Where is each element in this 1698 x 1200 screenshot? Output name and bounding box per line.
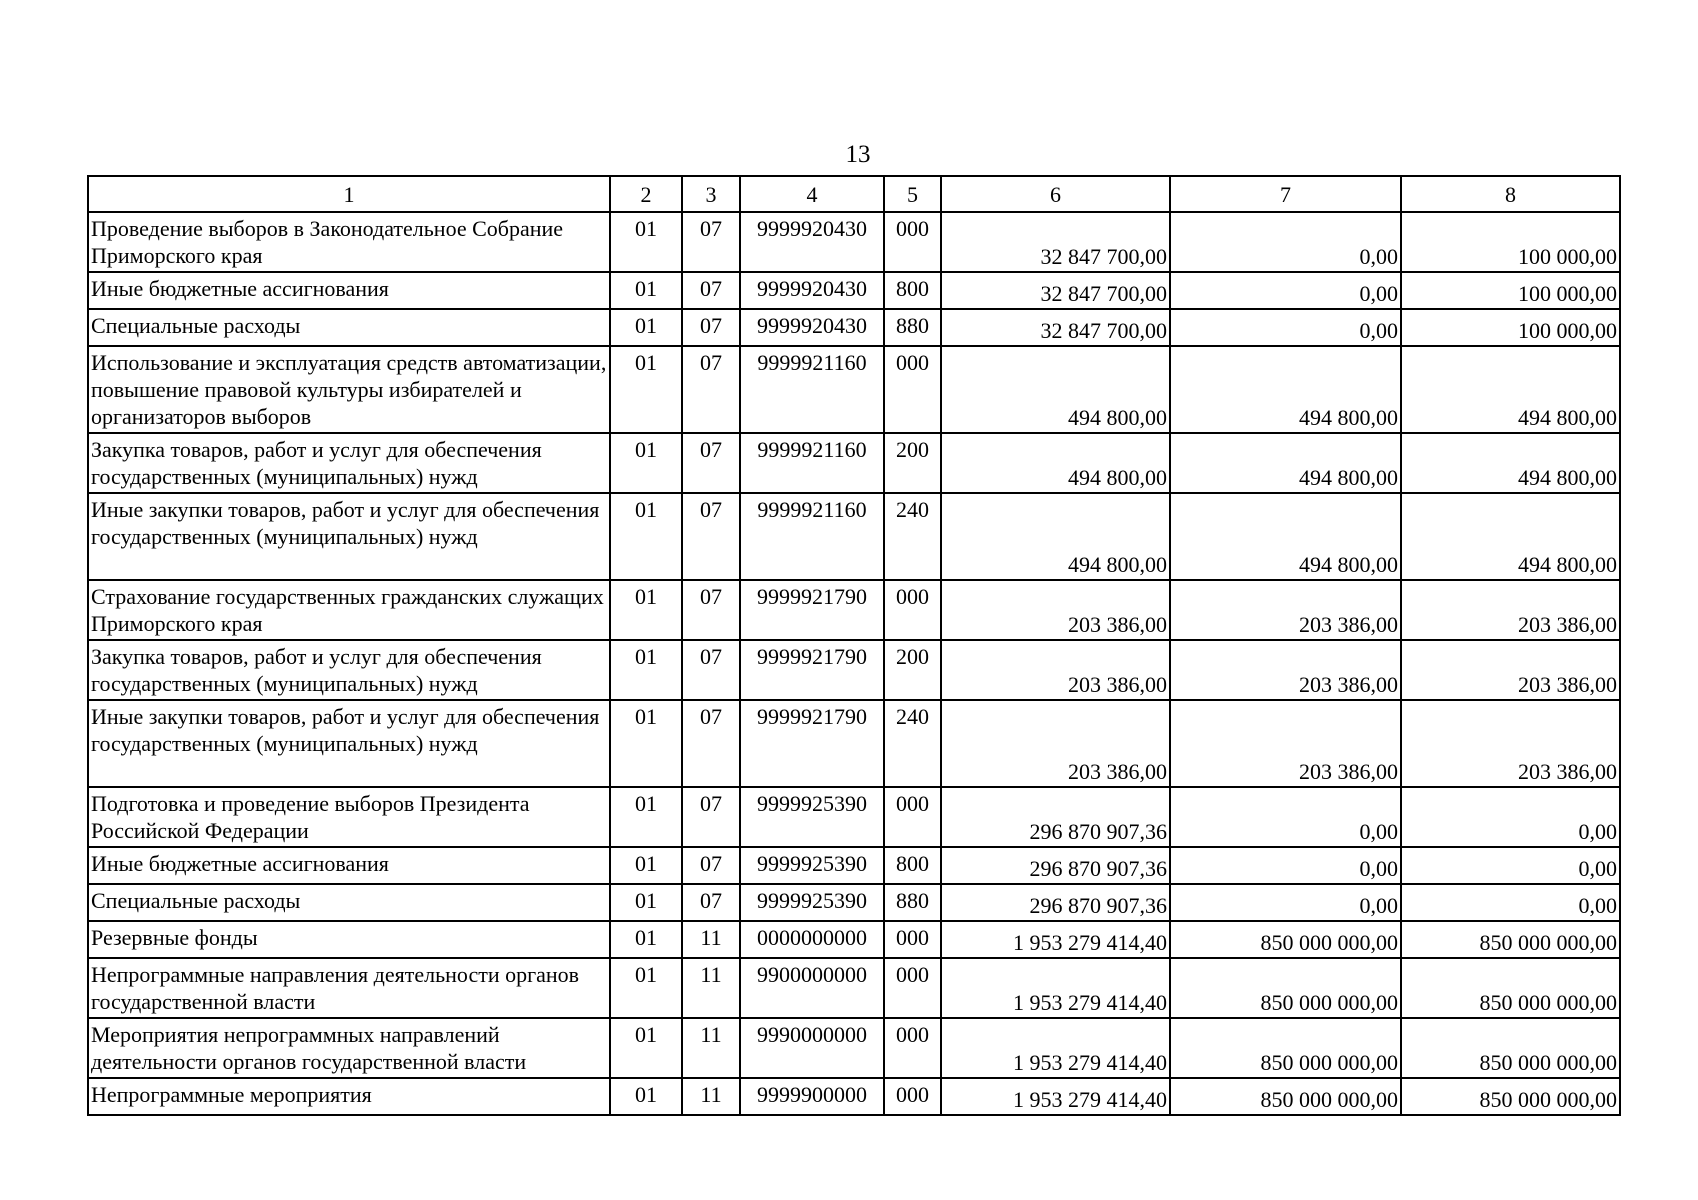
subsection-code: 07 xyxy=(682,640,740,700)
table-row xyxy=(88,433,1620,493)
row-name: Непрограммные мероприятия xyxy=(88,1078,610,1115)
amount-col-7: 0,00 xyxy=(1170,212,1401,272)
expense-type-code: 800 xyxy=(884,272,941,309)
section-code: 01 xyxy=(610,921,682,958)
table-row xyxy=(88,700,1620,787)
subsection-code: 07 xyxy=(682,700,740,787)
amount-col-6: 1 953 279 414,40 xyxy=(941,1078,1170,1115)
amount-col-6: 203 386,00 xyxy=(941,700,1170,787)
amount-col-8: 203 386,00 xyxy=(1401,700,1620,787)
target-article-code: 9999920430 xyxy=(740,272,884,309)
target-article-code: 9999900000 xyxy=(740,1078,884,1115)
section-code: 01 xyxy=(610,700,682,787)
expense-type-code: 200 xyxy=(884,433,941,493)
amount-col-7: 850 000 000,00 xyxy=(1170,1018,1401,1078)
section-code: 01 xyxy=(610,958,682,1018)
amount-col-7: 203 386,00 xyxy=(1170,640,1401,700)
row-name: Иные бюджетные ассигнования xyxy=(88,847,610,884)
section-code: 01 xyxy=(610,640,682,700)
subsection-code: 07 xyxy=(682,787,740,847)
subsection-code: 07 xyxy=(682,272,740,309)
column-header: 6 xyxy=(941,176,1170,212)
target-article-code: 0000000000 xyxy=(740,921,884,958)
row-name: Иные закупки товаров, работ и услуг для обеспечения государственных (муниципальных) нужд xyxy=(88,700,610,787)
row-name: Мероприятия непрограммных направлений деятельности органов государственной власти xyxy=(88,1018,610,1078)
subsection-code: 07 xyxy=(682,493,740,580)
budget-table xyxy=(87,175,1621,1116)
table-row xyxy=(88,346,1620,433)
expense-type-code: 880 xyxy=(884,309,941,346)
row-name: Иные закупки товаров, работ и услуг для обеспечения государственных (муниципальных) нужд xyxy=(88,493,610,580)
table-row xyxy=(88,640,1620,700)
section-code: 01 xyxy=(610,346,682,433)
section-code: 01 xyxy=(610,1078,682,1115)
expense-type-code: 880 xyxy=(884,884,941,921)
amount-col-7: 850 000 000,00 xyxy=(1170,958,1401,1018)
amount-col-8: 100 000,00 xyxy=(1401,212,1620,272)
table-row xyxy=(88,921,1620,958)
subsection-code: 07 xyxy=(682,847,740,884)
table-row xyxy=(88,787,1620,847)
target-article-code: 9999920430 xyxy=(740,309,884,346)
column-header: 5 xyxy=(884,176,941,212)
expense-type-code: 800 xyxy=(884,847,941,884)
amount-col-8: 494 800,00 xyxy=(1401,493,1620,580)
section-code: 01 xyxy=(610,580,682,640)
expense-type-code: 240 xyxy=(884,700,941,787)
section-code: 01 xyxy=(610,1018,682,1078)
amount-col-7: 0,00 xyxy=(1170,884,1401,921)
target-article-code: 9999921790 xyxy=(740,640,884,700)
target-article-code: 9999920430 xyxy=(740,212,884,272)
amount-col-8: 203 386,00 xyxy=(1401,580,1620,640)
row-name: Непрограммные направления деятельности органов государственной власти xyxy=(88,958,610,1018)
target-article-code: 9999921790 xyxy=(740,580,884,640)
expense-type-code: 200 xyxy=(884,640,941,700)
amount-col-6: 1 953 279 414,40 xyxy=(941,1018,1170,1078)
amount-col-8: 0,00 xyxy=(1401,847,1620,884)
subsection-code: 07 xyxy=(682,433,740,493)
subsection-code: 11 xyxy=(682,1078,740,1115)
subsection-code: 07 xyxy=(682,309,740,346)
expense-type-code: 000 xyxy=(884,958,941,1018)
subsection-code: 11 xyxy=(682,958,740,1018)
row-name: Страхование государственных гражданских служащих Приморского края xyxy=(88,580,610,640)
target-article-code: 9999921160 xyxy=(740,433,884,493)
row-name: Использование и эксплуатация средств автоматизации, повышение правовой культуры избирателей и организаторов выборов xyxy=(88,346,610,433)
table-row xyxy=(88,1018,1620,1078)
table-row xyxy=(88,958,1620,1018)
expense-type-code: 240 xyxy=(884,493,941,580)
amount-col-7: 203 386,00 xyxy=(1170,580,1401,640)
table-row xyxy=(88,1078,1620,1115)
amount-col-6: 32 847 700,00 xyxy=(941,309,1170,346)
amount-col-6: 494 800,00 xyxy=(941,493,1170,580)
target-article-code: 9999925390 xyxy=(740,787,884,847)
target-article-code: 9999921790 xyxy=(740,700,884,787)
amount-col-6: 203 386,00 xyxy=(941,580,1170,640)
expense-type-code: 000 xyxy=(884,212,941,272)
subsection-code: 07 xyxy=(682,580,740,640)
column-header: 2 xyxy=(610,176,682,212)
section-code: 01 xyxy=(610,212,682,272)
amount-col-8: 0,00 xyxy=(1401,884,1620,921)
amount-col-7: 494 800,00 xyxy=(1170,493,1401,580)
target-article-code: 9900000000 xyxy=(740,958,884,1018)
section-code: 01 xyxy=(610,493,682,580)
table-row xyxy=(88,580,1620,640)
section-code: 01 xyxy=(610,272,682,309)
amount-col-6: 296 870 907,36 xyxy=(941,787,1170,847)
row-name: Резервные фонды xyxy=(88,921,610,958)
subsection-code: 07 xyxy=(682,212,740,272)
amount-col-6: 32 847 700,00 xyxy=(941,272,1170,309)
row-name: Закупка товаров, работ и услуг для обеспечения государственных (муниципальных) нужд xyxy=(88,433,610,493)
amount-col-6: 203 386,00 xyxy=(941,640,1170,700)
target-article-code: 9999921160 xyxy=(740,493,884,580)
row-name: Закупка товаров, работ и услуг для обеспечения государственных (муниципальных) нужд xyxy=(88,640,610,700)
table-row xyxy=(88,212,1620,272)
amount-col-7: 0,00 xyxy=(1170,787,1401,847)
amount-col-6: 32 847 700,00 xyxy=(941,212,1170,272)
column-header: 4 xyxy=(740,176,884,212)
expense-type-code: 000 xyxy=(884,1078,941,1115)
section-code: 01 xyxy=(610,787,682,847)
section-code: 01 xyxy=(610,309,682,346)
subsection-code: 11 xyxy=(682,921,740,958)
amount-col-6: 1 953 279 414,40 xyxy=(941,921,1170,958)
amount-col-7: 203 386,00 xyxy=(1170,700,1401,787)
subsection-code: 11 xyxy=(682,1018,740,1078)
amount-col-6: 296 870 907,36 xyxy=(941,884,1170,921)
column-header: 7 xyxy=(1170,176,1401,212)
expense-type-code: 000 xyxy=(884,787,941,847)
row-name: Проведение выборов в Законодательное Собрание Приморского края xyxy=(88,212,610,272)
expense-type-code: 000 xyxy=(884,921,941,958)
row-name: Специальные расходы xyxy=(88,884,610,921)
amount-col-8: 203 386,00 xyxy=(1401,640,1620,700)
expense-type-code: 000 xyxy=(884,580,941,640)
subsection-code: 07 xyxy=(682,884,740,921)
row-name: Иные бюджетные ассигнования xyxy=(88,272,610,309)
amount-col-7: 0,00 xyxy=(1170,272,1401,309)
target-article-code: 9999925390 xyxy=(740,884,884,921)
target-article-code: 9999925390 xyxy=(740,847,884,884)
expense-type-code: 000 xyxy=(884,346,941,433)
amount-col-8: 494 800,00 xyxy=(1401,346,1620,433)
amount-col-8: 100 000,00 xyxy=(1401,309,1620,346)
amount-col-8: 850 000 000,00 xyxy=(1401,1018,1620,1078)
row-name: Специальные расходы xyxy=(88,309,610,346)
amount-col-7: 0,00 xyxy=(1170,309,1401,346)
section-code: 01 xyxy=(610,884,682,921)
amount-col-8: 850 000 000,00 xyxy=(1401,958,1620,1018)
amount-col-7: 850 000 000,00 xyxy=(1170,1078,1401,1115)
column-header: 1 xyxy=(88,176,610,212)
amount-col-6: 1 953 279 414,40 xyxy=(941,958,1170,1018)
table-row xyxy=(88,309,1620,346)
amount-col-8: 494 800,00 xyxy=(1401,433,1620,493)
amount-col-8: 0,00 xyxy=(1401,787,1620,847)
page-number: 13 xyxy=(845,141,871,168)
amount-col-6: 494 800,00 xyxy=(941,346,1170,433)
amount-col-6: 296 870 907,36 xyxy=(941,847,1170,884)
row-name: Подготовка и проведение выборов Президента Российской Федерации xyxy=(88,787,610,847)
expense-type-code: 000 xyxy=(884,1018,941,1078)
header-row xyxy=(88,176,1620,212)
amount-col-8: 850 000 000,00 xyxy=(1401,1078,1620,1115)
amount-col-6: 494 800,00 xyxy=(941,433,1170,493)
target-article-code: 9999921160 xyxy=(740,346,884,433)
amount-col-8: 100 000,00 xyxy=(1401,272,1620,309)
table-row xyxy=(88,847,1620,884)
table-row xyxy=(88,272,1620,309)
column-header: 3 xyxy=(682,176,740,212)
target-article-code: 9990000000 xyxy=(740,1018,884,1078)
table-row xyxy=(88,884,1620,921)
table-row xyxy=(88,493,1620,580)
amount-col-7: 494 800,00 xyxy=(1170,346,1401,433)
section-code: 01 xyxy=(610,433,682,493)
subsection-code: 07 xyxy=(682,346,740,433)
amount-col-7: 0,00 xyxy=(1170,847,1401,884)
amount-col-8: 850 000 000,00 xyxy=(1401,921,1620,958)
amount-col-7: 850 000 000,00 xyxy=(1170,921,1401,958)
column-header: 8 xyxy=(1401,176,1620,212)
section-code: 01 xyxy=(610,847,682,884)
amount-col-7: 494 800,00 xyxy=(1170,433,1401,493)
